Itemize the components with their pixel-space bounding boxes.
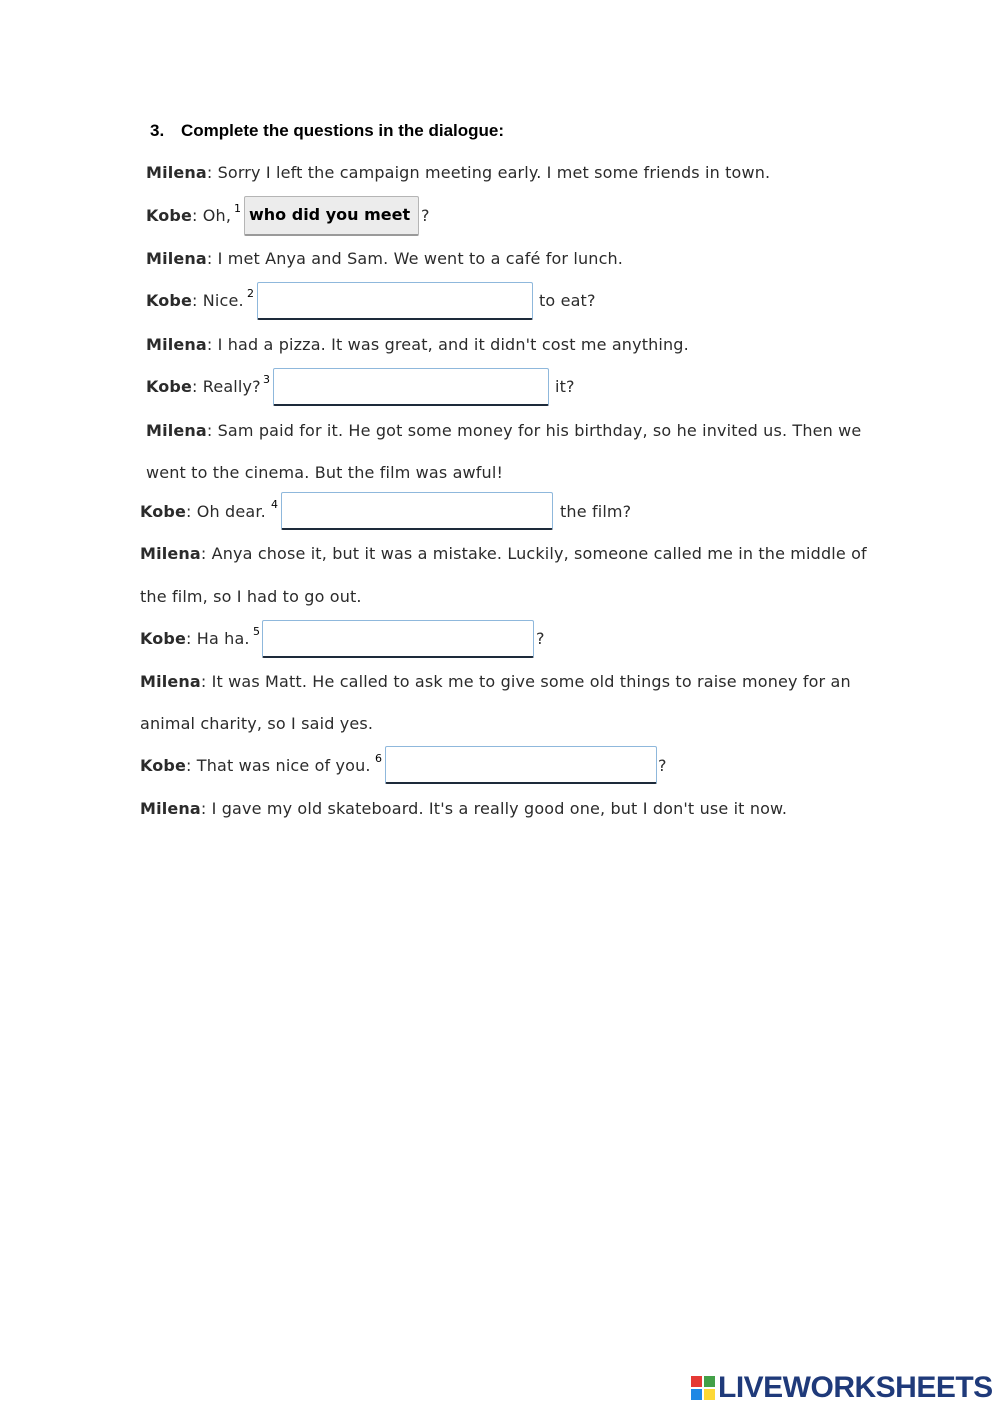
answer-field-4[interactable]: [281, 492, 553, 530]
speaker-name: Milena: [140, 544, 201, 563]
answer-field-3[interactable]: [273, 368, 549, 406]
dialogue-line-9-continued: the film, so I had to go out.: [140, 587, 362, 606]
dialogue-suffix: ?: [658, 756, 667, 775]
speaker-name: Milena: [140, 799, 201, 818]
exercise-title: Complete the questions in the dialogue:: [181, 121, 505, 140]
question-number-3: 3: [263, 373, 270, 386]
dialogue-line-8: [140, 500, 266, 524]
dialogue-line-10: [140, 627, 250, 651]
dialogue-suffix: it?: [555, 377, 575, 396]
dialogue-line-7-continued: went to the cinema. But the film was awful!: [146, 463, 504, 482]
question-number-6: 6: [375, 752, 382, 765]
answer-field-6[interactable]: [385, 746, 657, 784]
dialogue-line-7: [146, 419, 861, 443]
logo-blocks-icon: [691, 1376, 715, 1400]
liveworksheets-logo: [691, 1372, 993, 1404]
dialogue-line-2: [146, 204, 231, 228]
speaker-name: Kobe: [146, 291, 193, 310]
answer-field-5[interactable]: [262, 620, 534, 658]
dialogue-text: : Anya chose it, but it was a mistake. Luckily, someone called me in the middle of: [200, 544, 867, 563]
dialogue-line-9: [140, 542, 867, 566]
dialogue-text: : Sorry I left the campaign meeting early. I met some friends in town.: [206, 163, 771, 182]
dialogue-line-11-continued: animal charity, so I said yes.: [140, 714, 374, 733]
answer-field-1[interactable]: who did you meet: [244, 196, 419, 236]
dialogue-line-12: [140, 754, 371, 778]
speaker-name: Kobe: [140, 629, 187, 648]
speaker-name: Kobe: [140, 502, 187, 521]
dialogue-text: : That was nice of you.: [186, 756, 371, 775]
answer-field-2[interactable]: [257, 282, 533, 320]
question-number-1: 1: [234, 202, 241, 215]
exercise-heading: [150, 121, 504, 141]
speaker-name: Milena: [140, 672, 201, 691]
dialogue-text: : Ha ha.: [186, 629, 250, 648]
dialogue-line-6: [146, 375, 261, 399]
speaker-name: Milena: [146, 249, 207, 268]
dialogue-text: : I met Anya and Sam. We went to a café for lunch.: [206, 249, 624, 268]
dialogue-suffix: to eat?: [539, 291, 596, 310]
dialogue-line-4: [146, 289, 244, 313]
speaker-name: Milena: [146, 335, 207, 354]
exercise-number: 3.: [150, 121, 165, 140]
question-number-5: 5: [253, 625, 260, 638]
speaker-name: Kobe: [146, 206, 193, 225]
speaker-name: Milena: [146, 163, 207, 182]
speaker-name: Milena: [146, 421, 207, 440]
dialogue-text: : Oh dear.: [186, 502, 266, 521]
dialogue-text: : I gave my old skateboard. It's a really good one, but I don't use it now.: [200, 799, 788, 818]
dialogue-text: : Oh,: [192, 206, 232, 225]
dialogue-text: : Nice.: [192, 291, 244, 310]
dialogue-text: : Really?: [192, 377, 261, 396]
logo-text: LIVEWORKSHEETS: [718, 1371, 993, 1404]
dialogue-text: : Sam paid for it. He got some money for his birthday, so he invited us. Then we: [206, 421, 862, 440]
dialogue-suffix: the film?: [560, 502, 632, 521]
speaker-name: Kobe: [146, 377, 193, 396]
dialogue-line-5: [146, 333, 689, 357]
speaker-name: Kobe: [140, 756, 187, 775]
dialogue-line-13: [140, 797, 787, 821]
question-number-2: 2: [247, 287, 254, 300]
dialogue-text: : I had a pizza. It was great, and it didn't cost me anything.: [206, 335, 689, 354]
dialogue-suffix: ?: [421, 206, 430, 225]
dialogue-line-3: [146, 247, 623, 271]
dialogue-suffix: ?: [536, 629, 545, 648]
dialogue-text: : It was Matt. He called to ask me to give some old things to raise money for an: [200, 672, 851, 691]
dialogue-line-11: [140, 670, 851, 694]
dialogue-line-1: [146, 161, 770, 185]
question-number-4: 4: [271, 498, 278, 511]
